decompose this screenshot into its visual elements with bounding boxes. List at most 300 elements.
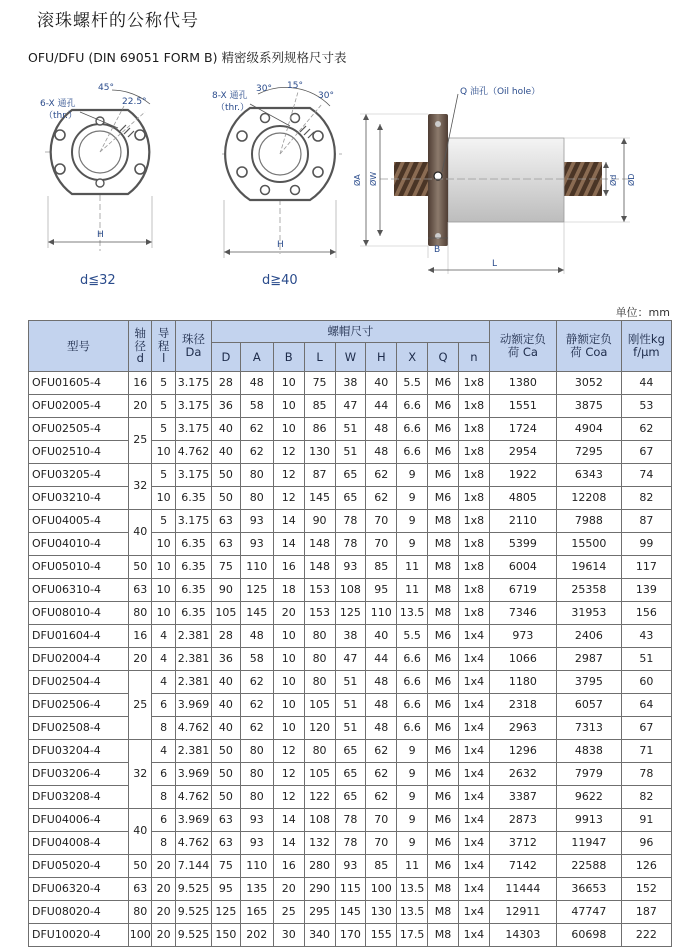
table-cell: 44 xyxy=(621,372,671,395)
cell-model: OFU02510-4 xyxy=(29,441,129,464)
table-cell: 70 xyxy=(366,809,397,832)
table-cell: 60698 xyxy=(556,924,621,947)
table-cell: 6.6 xyxy=(397,694,428,717)
table-cell: 10 xyxy=(152,487,175,510)
table-cell: 110 xyxy=(240,556,273,579)
table-row xyxy=(29,648,672,671)
table-cell: 96 xyxy=(621,832,671,855)
table-cell: 93 xyxy=(240,809,273,832)
table-cell: M8 xyxy=(428,510,459,533)
table-cell: 1296 xyxy=(489,740,556,763)
table-cell: 74 xyxy=(621,464,671,487)
table-cell: 105 xyxy=(212,602,241,625)
table-cell: 13.5 xyxy=(397,901,428,924)
table-cell: 1x4 xyxy=(458,648,489,671)
table-cell: 82 xyxy=(621,786,671,809)
table-cell: 51 xyxy=(335,441,366,464)
table-cell: 135 xyxy=(240,878,273,901)
table-cell: 6719 xyxy=(489,579,556,602)
table-cell: 38 xyxy=(335,625,366,648)
table-cell: 6.6 xyxy=(397,395,428,418)
table-cell: 65 xyxy=(335,786,366,809)
table-cell: 11 xyxy=(397,556,428,579)
table-cell: 80 xyxy=(240,786,273,809)
table-cell: 156 xyxy=(621,602,671,625)
table-cell: 10 xyxy=(273,717,304,740)
table-cell: 20 xyxy=(152,855,175,878)
cell-shaft: 25 xyxy=(129,418,152,464)
table-cell: 13.5 xyxy=(397,878,428,901)
table-cell: 40 xyxy=(212,694,241,717)
table-cell: 155 xyxy=(366,924,397,947)
table-cell: 75 xyxy=(212,855,241,878)
cell-shaft: 25 xyxy=(129,671,152,740)
cell-model: DFU04008-4 xyxy=(29,832,129,855)
col-dim-n: n xyxy=(458,343,489,372)
table-row xyxy=(29,418,672,441)
hole-sub-middle: （thr.） xyxy=(216,103,249,113)
table-cell: 62 xyxy=(240,441,273,464)
table-cell: 51 xyxy=(335,717,366,740)
hole-label-left: 6-X 通孔 xyxy=(40,99,76,109)
table-cell: 9 xyxy=(397,464,428,487)
table-cell: 6.35 xyxy=(175,533,211,556)
table-cell: 4.762 xyxy=(175,717,211,740)
table-cell: 17.5 xyxy=(397,924,428,947)
table-cell: 1066 xyxy=(489,648,556,671)
table-cell: 12911 xyxy=(489,901,556,924)
table-cell: M8 xyxy=(428,901,459,924)
table-cell: 108 xyxy=(304,809,335,832)
cell-model: OFU04005-4 xyxy=(29,510,129,533)
table-cell: 4.762 xyxy=(175,832,211,855)
table-cell: 58 xyxy=(240,648,273,671)
cell-model: OFU04010-4 xyxy=(29,533,129,556)
col-dim-d: D xyxy=(212,343,241,372)
col-rigidity-text: 刚性kgf/μm xyxy=(627,332,665,359)
table-cell: 9622 xyxy=(556,786,621,809)
table-cell: 63 xyxy=(212,510,241,533)
table-cell: 19614 xyxy=(556,556,621,579)
table-cell: 9.525 xyxy=(175,924,211,947)
cell-model: OFU05010-4 xyxy=(29,556,129,579)
table-cell: 93 xyxy=(240,510,273,533)
table-cell: 90 xyxy=(212,579,241,602)
table-cell: 5 xyxy=(152,418,175,441)
table-cell: 2.381 xyxy=(175,625,211,648)
table-cell: 48 xyxy=(366,694,397,717)
table-cell: 40 xyxy=(212,671,241,694)
table-cell: 25358 xyxy=(556,579,621,602)
table-cell: 93 xyxy=(335,556,366,579)
hole-sub-left: （thr.） xyxy=(44,111,77,121)
table-cell: 1x4 xyxy=(458,786,489,809)
table-cell: 12 xyxy=(273,487,304,510)
table-cell: 125 xyxy=(240,579,273,602)
cell-shaft: 63 xyxy=(129,878,152,901)
table-cell: 16 xyxy=(273,855,304,878)
table-cell: M8 xyxy=(428,556,459,579)
table-cell: 6.6 xyxy=(397,418,428,441)
table-cell: 117 xyxy=(621,556,671,579)
table-cell: 6.35 xyxy=(175,602,211,625)
table-cell: 80 xyxy=(240,763,273,786)
table-cell: 6 xyxy=(152,694,175,717)
table-cell: 18 xyxy=(273,579,304,602)
cell-shaft: 40 xyxy=(129,809,152,855)
table-cell: 148 xyxy=(304,556,335,579)
cell-model: OFU01605-4 xyxy=(29,372,129,395)
table-cell: 5.5 xyxy=(397,625,428,648)
cell-model: OFU02005-4 xyxy=(29,395,129,418)
table-cell: M6 xyxy=(428,717,459,740)
table-row xyxy=(29,441,672,464)
table-cell: 10 xyxy=(152,441,175,464)
table-cell: 4838 xyxy=(556,740,621,763)
l-label: L xyxy=(492,259,498,269)
phi-big-d-label: ØD xyxy=(627,173,636,186)
table-cell: 9913 xyxy=(556,809,621,832)
cell-model: DFU02504-4 xyxy=(29,671,129,694)
cell-shaft: 63 xyxy=(129,579,152,602)
table-cell: 93 xyxy=(335,855,366,878)
table-row xyxy=(29,901,672,924)
table-cell: 48 xyxy=(240,372,273,395)
table-cell: 67 xyxy=(621,441,671,464)
table-cell: 145 xyxy=(335,901,366,924)
table-cell: 85 xyxy=(304,395,335,418)
table-row xyxy=(29,717,672,740)
caption-small: d≦32 xyxy=(80,273,116,288)
table-cell: 63 xyxy=(212,809,241,832)
table-cell: 62 xyxy=(240,717,273,740)
table-row xyxy=(29,464,672,487)
table-cell: 6.35 xyxy=(175,556,211,579)
table-cell: 28 xyxy=(212,372,241,395)
cell-shaft: 16 xyxy=(129,372,152,395)
table-cell: 10 xyxy=(273,671,304,694)
technical-drawings xyxy=(0,76,700,296)
col-lead xyxy=(152,321,175,372)
table-cell: 30 xyxy=(273,924,304,947)
cell-model: OFU06310-4 xyxy=(29,579,129,602)
table-cell: 165 xyxy=(240,901,273,924)
table-cell: 22588 xyxy=(556,855,621,878)
table-cell: 1x8 xyxy=(458,533,489,556)
angle-30-label-a: 30° xyxy=(256,84,272,94)
table-cell: M6 xyxy=(428,372,459,395)
table-cell: 80 xyxy=(240,464,273,487)
table-cell: 10 xyxy=(273,648,304,671)
table-cell: 340 xyxy=(304,924,335,947)
table-cell: 1724 xyxy=(489,418,556,441)
cell-shaft: 80 xyxy=(129,602,152,625)
table-cell: M6 xyxy=(428,487,459,510)
table-cell: 1x4 xyxy=(458,855,489,878)
table-cell: 28 xyxy=(212,625,241,648)
table-cell: 5.5 xyxy=(397,372,428,395)
unit-label: 单位：mm xyxy=(615,306,670,319)
cell-model: OFU08010-4 xyxy=(29,602,129,625)
table-cell: M6 xyxy=(428,694,459,717)
cell-model: DFU10020-4 xyxy=(29,924,129,947)
table-cell: 48 xyxy=(240,625,273,648)
table-cell: 1x4 xyxy=(458,809,489,832)
table-cell: 1x4 xyxy=(458,740,489,763)
table-cell: M6 xyxy=(428,648,459,671)
caption-large: d≧40 xyxy=(262,273,298,288)
table-cell: 7.144 xyxy=(175,855,211,878)
cell-model: OFU02505-4 xyxy=(29,418,129,441)
table-cell: 202 xyxy=(240,924,273,947)
table-cell: 5 xyxy=(152,395,175,418)
table-cell: 1x8 xyxy=(458,372,489,395)
cell-model: DFU08020-4 xyxy=(29,901,129,924)
table-cell: 6 xyxy=(152,809,175,832)
table-cell: 65 xyxy=(335,740,366,763)
table-cell: 1x4 xyxy=(458,832,489,855)
table-row xyxy=(29,924,672,947)
table-cell: 20 xyxy=(273,602,304,625)
table-cell: 86 xyxy=(304,418,335,441)
col-dim-w: W xyxy=(335,343,366,372)
cell-model: DFU02508-4 xyxy=(29,717,129,740)
table-cell: 20 xyxy=(152,901,175,924)
table-cell: 71 xyxy=(621,740,671,763)
table-cell: 12 xyxy=(273,464,304,487)
table-cell: 50 xyxy=(212,487,241,510)
table-cell: 75 xyxy=(304,372,335,395)
table-cell: 11 xyxy=(397,855,428,878)
table-cell: 12 xyxy=(273,763,304,786)
table-cell: 4 xyxy=(152,671,175,694)
hole-label-middle: 8-X 通孔 xyxy=(212,91,248,101)
cell-model: DFU03206-4 xyxy=(29,763,129,786)
cell-shaft: 40 xyxy=(129,510,152,556)
table-cell: 125 xyxy=(212,901,241,924)
table-cell: 3.969 xyxy=(175,809,211,832)
table-cell: 10 xyxy=(152,579,175,602)
table-cell: 6.6 xyxy=(397,648,428,671)
table-row xyxy=(29,740,672,763)
table-cell: 9 xyxy=(397,510,428,533)
table-cell: 9 xyxy=(397,487,428,510)
table-cell: 62 xyxy=(240,671,273,694)
flange-drawing-small xyxy=(40,83,152,288)
table-cell: 75 xyxy=(212,556,241,579)
table-cell: 9.525 xyxy=(175,901,211,924)
angle-22-label: 22.5° xyxy=(122,97,147,107)
table-cell: 4904 xyxy=(556,418,621,441)
table-cell: 3387 xyxy=(489,786,556,809)
cell-model: DFU03208-4 xyxy=(29,786,129,809)
table-cell: M6 xyxy=(428,464,459,487)
table-cell: 290 xyxy=(304,878,335,901)
table-cell: 78 xyxy=(335,809,366,832)
table-cell: M6 xyxy=(428,671,459,694)
table-cell: 1x8 xyxy=(458,418,489,441)
table-cell: 100 xyxy=(366,878,397,901)
table-cell: 80 xyxy=(240,740,273,763)
table-cell: 93 xyxy=(240,533,273,556)
col-ca-text: 动额定负荷 Ca xyxy=(499,332,546,359)
table-cell: 80 xyxy=(304,740,335,763)
table-cell: 6057 xyxy=(556,694,621,717)
table-cell: 145 xyxy=(304,487,335,510)
table-cell: 67 xyxy=(621,717,671,740)
table-cell: 3.969 xyxy=(175,763,211,786)
table-cell: 2318 xyxy=(489,694,556,717)
cell-model: DFU02506-4 xyxy=(29,694,129,717)
phi-w-label: ØW xyxy=(369,171,378,186)
table-cell: 12 xyxy=(273,786,304,809)
cell-model: DFU04006-4 xyxy=(29,809,129,832)
table-cell: 64 xyxy=(621,694,671,717)
table-cell: 132 xyxy=(304,832,335,855)
table-cell: 3.175 xyxy=(175,418,211,441)
table-cell: 105 xyxy=(304,763,335,786)
table-cell: 36 xyxy=(212,648,241,671)
table-cell: 14 xyxy=(273,510,304,533)
table-cell: 1x8 xyxy=(458,395,489,418)
table-cell: 15500 xyxy=(556,533,621,556)
table-cell: 6.35 xyxy=(175,579,211,602)
angle-30-label-b: 30° xyxy=(318,91,334,101)
table-row xyxy=(29,878,672,901)
table-cell: 973 xyxy=(489,625,556,648)
table-row xyxy=(29,832,672,855)
cell-shaft: 100 xyxy=(129,924,152,947)
h-label-left: H xyxy=(97,230,104,240)
table-cell: 8 xyxy=(152,832,175,855)
table-cell: 53 xyxy=(621,395,671,418)
table-cell: 62 xyxy=(240,694,273,717)
table-cell: 6.6 xyxy=(397,671,428,694)
b-label: B xyxy=(434,245,441,255)
cell-model: OFU03205-4 xyxy=(29,464,129,487)
table-cell: 85 xyxy=(366,855,397,878)
table-cell: 7295 xyxy=(556,441,621,464)
table-cell: 9 xyxy=(397,786,428,809)
table-cell: 25 xyxy=(273,901,304,924)
table-cell: 6004 xyxy=(489,556,556,579)
table-cell: 10 xyxy=(152,602,175,625)
table-cell: 2.381 xyxy=(175,671,211,694)
table-cell: 78 xyxy=(335,832,366,855)
cell-model: OFU03210-4 xyxy=(29,487,129,510)
table-cell: M6 xyxy=(428,625,459,648)
table-cell: 148 xyxy=(304,533,335,556)
table-cell: M6 xyxy=(428,441,459,464)
table-row xyxy=(29,763,672,786)
table-cell: 47 xyxy=(335,648,366,671)
oil-hole-label: Q 油孔（Oil hole） xyxy=(460,87,541,97)
table-cell: 10 xyxy=(152,556,175,579)
table-cell: 11947 xyxy=(556,832,621,855)
table-cell: 10 xyxy=(273,694,304,717)
col-nut-dims: 螺帽尺寸 xyxy=(212,321,490,343)
table-cell: 1x8 xyxy=(458,556,489,579)
col-shaft xyxy=(129,321,152,372)
table-row xyxy=(29,556,672,579)
table-cell: 51 xyxy=(335,671,366,694)
cell-model: DFU05020-4 xyxy=(29,855,129,878)
col-dim-b: B xyxy=(273,343,304,372)
table-cell: 90 xyxy=(304,510,335,533)
table-cell: 4.762 xyxy=(175,786,211,809)
table-cell: 62 xyxy=(366,786,397,809)
table-cell: 1180 xyxy=(489,671,556,694)
h-label-middle: H xyxy=(277,240,284,250)
table-cell: 70 xyxy=(366,533,397,556)
table-cell: 6 xyxy=(152,763,175,786)
table-cell: 44 xyxy=(366,648,397,671)
table-cell: M6 xyxy=(428,763,459,786)
table-cell: 115 xyxy=(335,878,366,901)
table-cell: 3.175 xyxy=(175,372,211,395)
page-title: 滚珠螺杆的公称代号 xyxy=(37,11,199,31)
table-cell: M6 xyxy=(428,395,459,418)
table-cell: 4 xyxy=(152,740,175,763)
table-cell: 3.969 xyxy=(175,694,211,717)
table-cell: 3.175 xyxy=(175,464,211,487)
table-cell: 78 xyxy=(335,510,366,533)
table-cell: 295 xyxy=(304,901,335,924)
table-cell: 153 xyxy=(304,602,335,625)
table-cell: 48 xyxy=(366,441,397,464)
table-cell: 48 xyxy=(366,671,397,694)
table-cell: 1x4 xyxy=(458,694,489,717)
col-ball-text: 珠径Da xyxy=(181,332,205,359)
table-cell: 62 xyxy=(366,763,397,786)
table-cell: 170 xyxy=(335,924,366,947)
col-coa xyxy=(556,321,621,372)
table-cell: 2110 xyxy=(489,510,556,533)
table-cell: 20 xyxy=(273,878,304,901)
cell-shaft: 80 xyxy=(129,901,152,924)
table-cell: 10 xyxy=(273,372,304,395)
table-cell: 7346 xyxy=(489,602,556,625)
table-cell: 80 xyxy=(304,671,335,694)
table-cell: 62 xyxy=(366,740,397,763)
table-cell: 87 xyxy=(621,510,671,533)
table-cell: M8 xyxy=(428,924,459,947)
table-cell: 1x4 xyxy=(458,763,489,786)
cell-shaft: 50 xyxy=(129,556,152,579)
table-row xyxy=(29,855,672,878)
col-coa-text: 静额定负荷 Coa xyxy=(565,332,612,359)
table-row xyxy=(29,671,672,694)
table-cell: 65 xyxy=(335,487,366,510)
table-cell: 58 xyxy=(240,395,273,418)
table-cell: 1x4 xyxy=(458,924,489,947)
table-cell: 2873 xyxy=(489,809,556,832)
table-cell: 80 xyxy=(304,648,335,671)
table-row xyxy=(29,395,672,418)
table-cell: 40 xyxy=(212,717,241,740)
table-cell: M6 xyxy=(428,809,459,832)
table-cell: 2632 xyxy=(489,763,556,786)
table-cell: 110 xyxy=(366,602,397,625)
table-cell: 5 xyxy=(152,464,175,487)
table-cell: 11444 xyxy=(489,878,556,901)
table-cell: 36653 xyxy=(556,878,621,901)
table-cell: 1551 xyxy=(489,395,556,418)
cell-model: DFU01604-4 xyxy=(29,625,129,648)
table-cell: 91 xyxy=(621,809,671,832)
table-cell: M6 xyxy=(428,740,459,763)
table-cell: 44 xyxy=(366,395,397,418)
